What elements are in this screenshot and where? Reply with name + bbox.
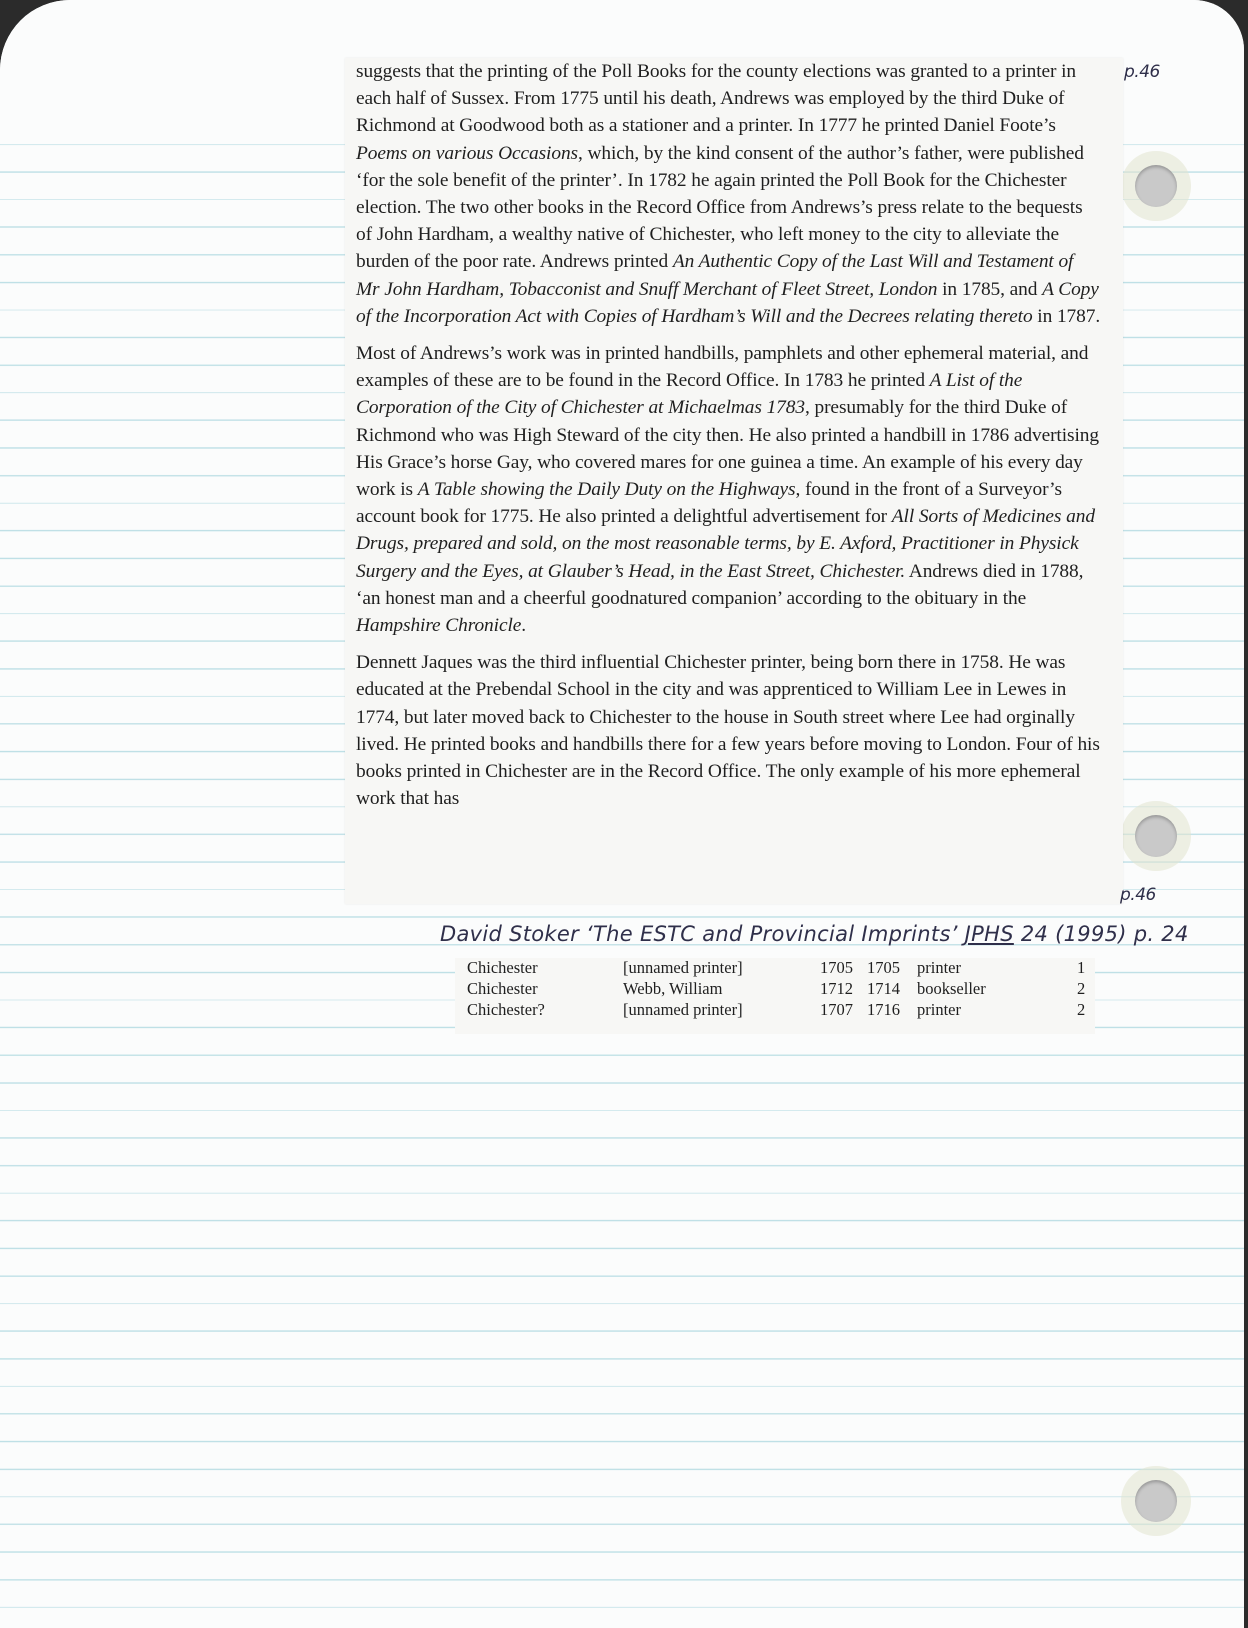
imprint-table — [455, 958, 1095, 1034]
text-run: , found in the front of a Surveyor’s account book for 1775. He also printed a delightful advertisement for — [356, 479, 1062, 528]
place-cell: Chichester? — [467, 1000, 545, 1019]
text-run: Dennett Jaques was the third influential Chichester printer, being born there in 1758. He was educated at the Prebendal School in the city and was apprenticed to William Lee in Lewes in 1774, but later moved back to Chichester to the house in South street where Lee had orginally lived. He printed books and handbills there for a few years before moving to London. Four of his books printed in Chichester are in the Record Office. The only example of his more ephemeral work that has — [356, 652, 1100, 810]
place-cell: Chichester — [467, 979, 538, 998]
italic-title: A Copy of the Incorporation Act with Copies of Hardham’s Will and the Decrees relating thereto — [356, 278, 1099, 327]
start-year-cell: 1707 — [820, 1000, 853, 1019]
citation-title: ‘The ESTC and Provincial Imprints’ — [586, 922, 958, 946]
italic-title: A List of the Corporation of the City of Chichester at Michaelmas 1783 — [356, 370, 1023, 419]
start-year-cell: 1712 — [820, 979, 853, 998]
italic-title: A Table showing the Daily Duty on the Highways — [417, 479, 796, 501]
text-run: . — [521, 615, 526, 637]
paragraph — [356, 649, 1101, 812]
binder-hole-bottom — [1135, 1480, 1177, 1522]
trade-cell: bookseller — [917, 979, 986, 998]
text-run: Most of Andrews’s work was in printed handbills, pamphlets and other ephemeral material, and examples of these are to be found in the Record Office. In 1783 he printed — [356, 343, 1089, 392]
clipping-text — [356, 58, 1101, 822]
end-year-cell: 1714 — [867, 979, 900, 998]
paragraph — [356, 340, 1101, 639]
text-run: , which, by the kind consent of the author’s father, were published ‘for the sole benefit of the printer’. In 1782 he again printed the Poll Book for the Chichester election. The two other books in the Record Office from Andrews’s press relate to the bequests of John Hardham, a wealthy native of Chichester, who left money to the city to alleviate the burden of the poor rate. Andrews printed — [356, 142, 1084, 273]
name-cell: [unnamed printer] — [623, 1000, 743, 1019]
citation-ref: 24 (1995) p. 24 — [1020, 922, 1189, 946]
italic-title: Hampshire Chronicle — [356, 615, 522, 637]
count-cell: 2 — [1077, 979, 1086, 998]
end-year-cell: 1705 — [867, 958, 900, 977]
italic-title: All Sorts of Medicines and Drugs, prepared and sold, on the most reasonable terms, by E. Axford, Practitioner in Physick Surgery and the Eyes, at Glauber’s Head, in the East Street, Chichester. — [356, 506, 1095, 582]
page-ref-top: p.46 — [1124, 62, 1160, 82]
place-cell: Chichester — [467, 958, 538, 977]
end-year-cell: 1716 — [867, 1000, 900, 1019]
paragraph — [356, 58, 1101, 330]
trade-cell: printer — [917, 1000, 961, 1019]
count-cell: 1 — [1077, 958, 1086, 977]
binder-hole-middle — [1135, 815, 1177, 857]
handwritten-citation — [440, 922, 1189, 946]
text-run: suggests that the printing of the Poll Books for the county elections was granted to a printer in each half of Sussex. From 1775 until his death, Andrews was employed by the third Duke of Richmond at Goodwood both as a stationer and a printer. In 1777 he printed Daniel Foote’s — [356, 61, 1077, 137]
binder-hole-top — [1135, 165, 1177, 207]
text-run: in 1787. — [1032, 305, 1101, 327]
text-run: in 1785, and — [937, 278, 1043, 300]
text-run: Andrews died in 1788, ‘an honest man and a cheerful goodnatured companion’ according to the obituary in the — [356, 560, 1084, 609]
trade-cell: printer — [917, 958, 961, 977]
italic-title: Poems on various Occasions — [356, 142, 578, 164]
text-run: , presumably for the third Duke of Richmond who was High Steward of the city then. He also printed a handbill in 1786 advertising His Grace’s horse Gay, who covered mares for one guinea a time. An example of his every day work is — [356, 397, 1099, 501]
name-cell: Webb, William — [623, 979, 723, 998]
start-year-cell: 1705 — [820, 958, 853, 977]
citation-journal: JPHS — [964, 922, 1014, 946]
name-cell: [unnamed printer] — [623, 958, 743, 977]
count-cell: 2 — [1077, 1000, 1086, 1019]
citation-author: David Stoker — [440, 922, 580, 946]
page-ref-bottom: p.46 — [1120, 885, 1156, 905]
italic-title: An Authentic Copy of the Last Will and Testament of Mr John Hardham, Tobacconist and Snuff Merchant of Fleet Street, London — [356, 251, 1074, 300]
